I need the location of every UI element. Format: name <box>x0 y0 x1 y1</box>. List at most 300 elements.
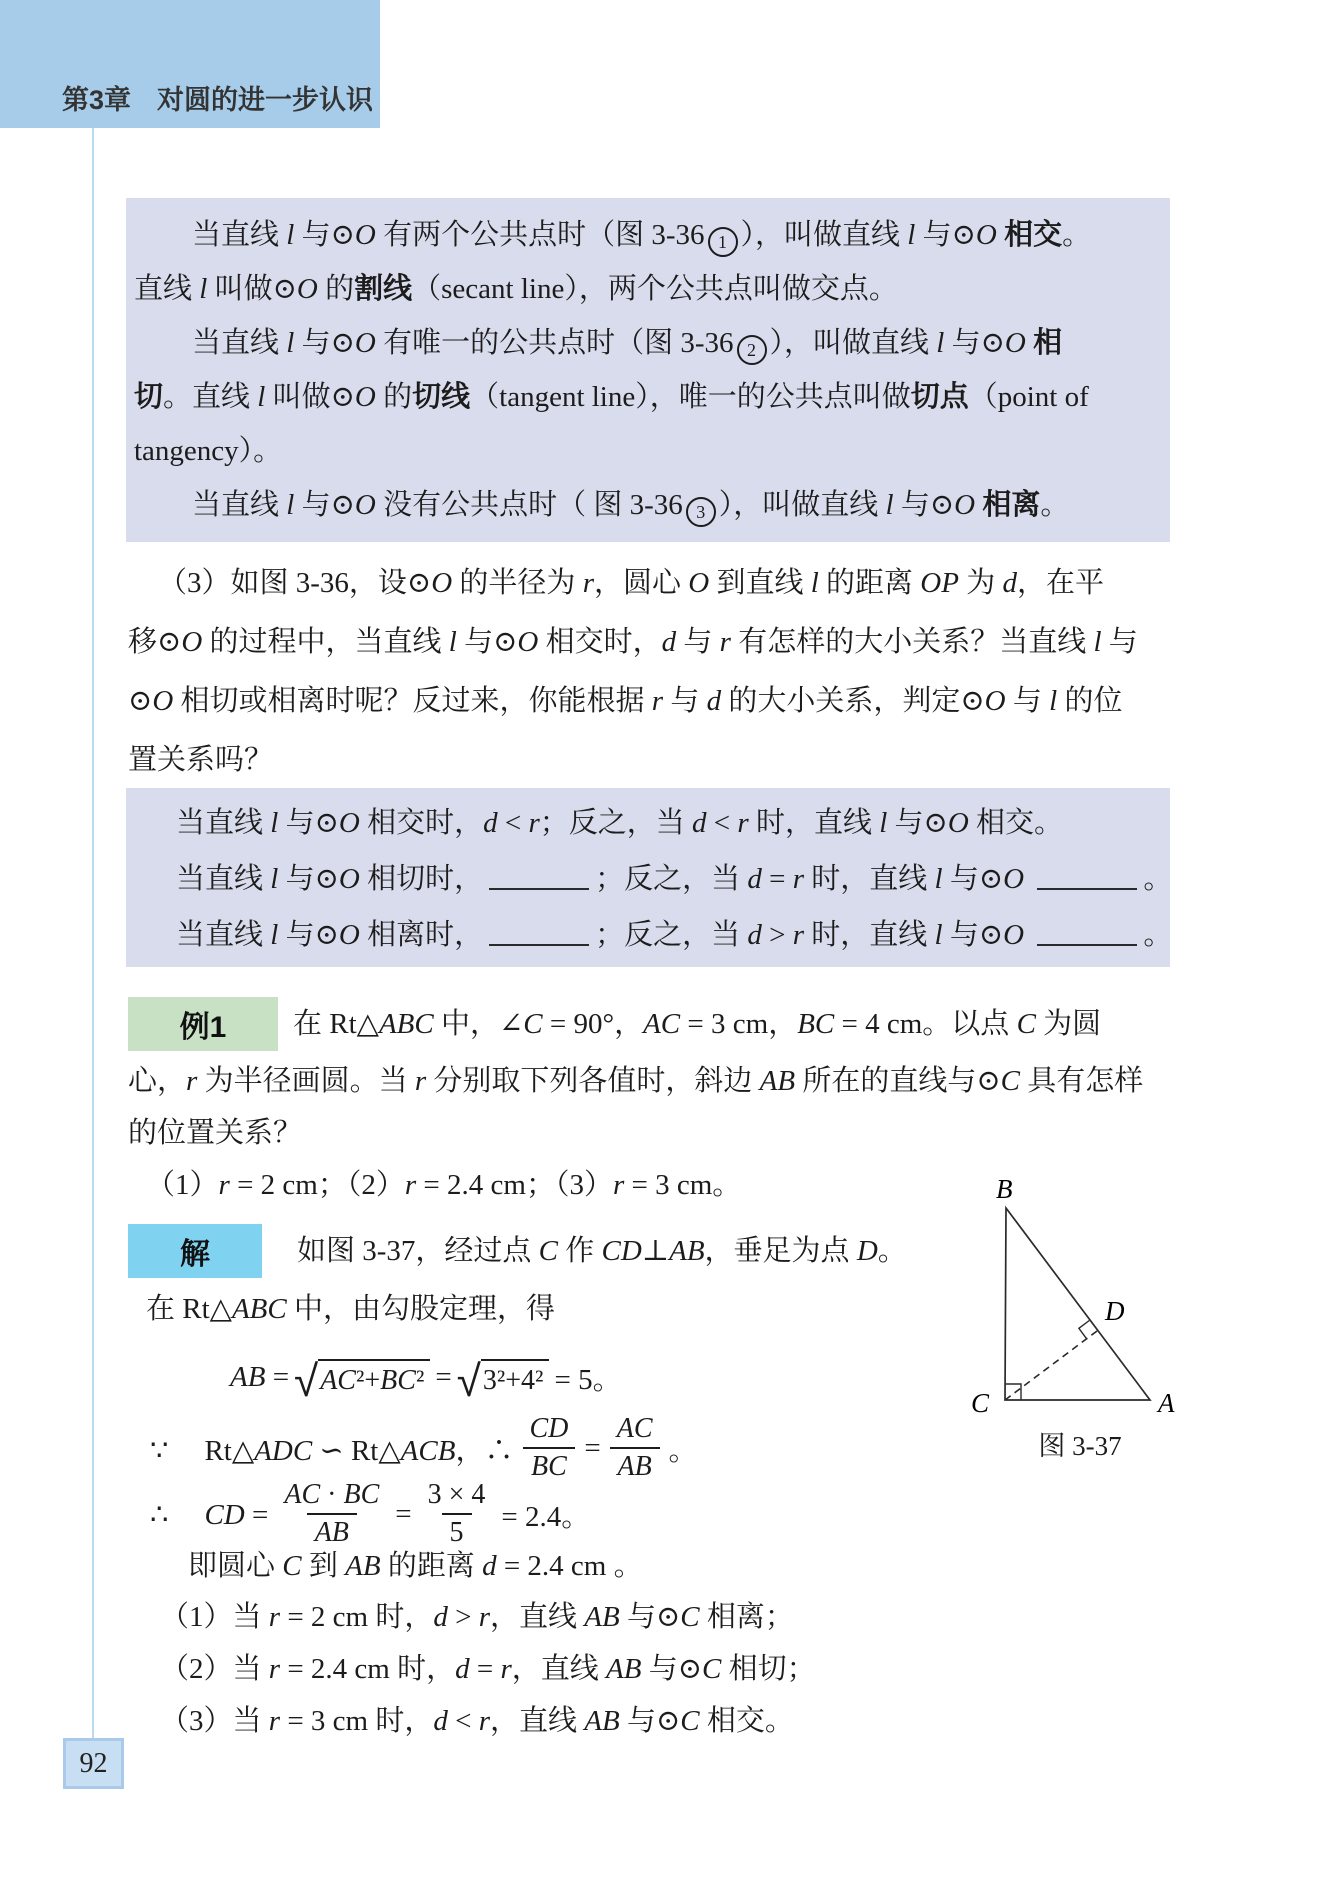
text-segment: < <box>706 807 738 839</box>
example1-line <box>293 997 1101 1051</box>
formula-ab <box>230 1346 622 1408</box>
text-segment: （tangent line），唯一的公共点叫做 <box>470 381 911 413</box>
text-segment: ²+ <box>355 1364 381 1396</box>
text-segment: O <box>354 327 376 359</box>
definition-line <box>134 370 1162 424</box>
text-segment: 为 <box>958 567 1003 599</box>
text-segment <box>1024 919 1031 951</box>
text-segment: C <box>538 1235 559 1267</box>
text-segment: O <box>338 863 360 895</box>
text-segment: O <box>984 685 1006 717</box>
text-segment: AB <box>669 1235 705 1267</box>
text-segment: 。 <box>1143 919 1173 951</box>
text-segment: 相离 <box>982 489 1041 521</box>
text-segment: 。直线 <box>163 381 258 413</box>
text-segment: l <box>286 489 295 521</box>
blank-underline <box>489 934 589 946</box>
text-segment: （2）当 <box>160 1653 269 1685</box>
similar-prefix <box>150 1428 513 1469</box>
text-segment: r <box>737 807 749 839</box>
text-segment: 具有怎样 <box>1019 1065 1144 1097</box>
text-segment: ；反之，当 <box>595 919 748 951</box>
text-segment: = 2 cm；（2） <box>229 1169 405 1201</box>
blank-underline <box>489 878 589 890</box>
text-segment: 与⊙ <box>294 219 355 251</box>
text-segment: 的距离 <box>818 567 921 599</box>
cd-prefix <box>150 1497 268 1532</box>
text-segment: O <box>954 489 976 521</box>
example1-values-line <box>146 1158 741 1212</box>
text-segment: r <box>612 1169 625 1201</box>
text-segment: 与⊙ <box>278 863 339 895</box>
text-segment: CD <box>204 1498 245 1531</box>
text-segment: 与⊙ <box>619 1705 681 1737</box>
text-segment: d <box>661 626 677 658</box>
text-segment: 的 <box>317 273 355 305</box>
text-segment: AB <box>759 1065 796 1097</box>
text-segment: 3²+4² <box>482 1364 544 1396</box>
text-segment: 的大小关系，判定⊙ <box>721 685 985 717</box>
text-segment: CD <box>601 1235 642 1267</box>
text-segment: ADC <box>254 1434 313 1467</box>
figure-3-37 <box>955 1160 1205 1450</box>
text-segment: 相交 <box>1004 219 1063 251</box>
text-segment: r <box>528 807 540 839</box>
text-segment: < <box>447 1705 479 1737</box>
text-segment: 。 <box>668 1434 698 1467</box>
text-segment: 与⊙ <box>915 219 976 251</box>
solution-label-badge <box>128 1224 262 1278</box>
text-segment: 分别取下列各值时，斜边 <box>426 1065 760 1097</box>
definition-line <box>134 424 1162 478</box>
definition-box <box>126 198 1170 542</box>
page-number-badge <box>63 1738 124 1789</box>
text-segment: 在 Rt△ <box>146 1293 232 1325</box>
text-segment: 与⊙ <box>942 863 1004 895</box>
question-line <box>128 731 1172 790</box>
similar-triangles-line <box>150 1410 698 1486</box>
text-segment: ，垂足为点 <box>704 1235 857 1267</box>
text-segment: 在 Rt△ <box>293 1008 379 1040</box>
text-segment: O <box>1004 327 1026 359</box>
sqrt-expression <box>294 1355 430 1407</box>
text-segment: 时，直线 <box>748 807 880 839</box>
text-segment: ，圆心 <box>593 567 689 599</box>
text-segment: 的 <box>375 381 413 413</box>
text-segment: d <box>482 1550 497 1582</box>
question-line <box>128 672 1172 731</box>
text-segment: l <box>936 327 945 359</box>
fraction-numerator <box>420 1477 494 1513</box>
text-segment: C <box>282 1550 302 1582</box>
text-segment: d <box>433 1705 448 1737</box>
text-segment: 与⊙ <box>641 1653 703 1685</box>
text-segment: = <box>244 1498 269 1531</box>
blank-underline <box>1037 878 1137 890</box>
text-segment: d <box>1002 567 1017 599</box>
chapter-title <box>62 78 373 117</box>
circled-number: 2 <box>737 335 767 365</box>
text-segment: 为圆 <box>1035 1008 1102 1040</box>
dashed-altitude-cd <box>1005 1331 1097 1400</box>
text-segment: 到 <box>301 1550 346 1582</box>
text-segment: ⊥ <box>641 1235 670 1267</box>
text-segment: d <box>747 863 762 895</box>
text-segment: O <box>296 273 318 305</box>
text-segment: 时，直线 <box>804 863 935 895</box>
text-segment: = 2.4 cm 。 <box>496 1550 643 1582</box>
text-segment: l <box>270 919 279 951</box>
text-segment: BC <box>797 1008 835 1040</box>
text-segment: ⊙ <box>128 685 153 717</box>
cd-result <box>501 1494 590 1535</box>
text-segment: = 3 cm。 <box>624 1169 742 1201</box>
text-segment: = 3 cm 时， <box>280 1705 434 1737</box>
text-segment: 作 <box>558 1235 602 1267</box>
text-segment: 相交时， <box>359 807 484 839</box>
text-segment: l <box>934 863 943 895</box>
formula-ab-result <box>554 1357 621 1398</box>
text-segment: l <box>257 381 266 413</box>
question-paragraph <box>128 554 1172 790</box>
text-segment: （secant line），两个公共点叫做交点。 <box>412 273 898 305</box>
text-segment: l <box>286 327 295 359</box>
text-segment: AC <box>643 1008 681 1040</box>
distance-line <box>188 1543 643 1589</box>
text-segment: l <box>286 219 295 251</box>
text-segment: 当直线 <box>192 327 287 359</box>
similar-suffix <box>669 1428 698 1469</box>
text-segment: 与 <box>1101 626 1138 658</box>
text-segment: > <box>761 919 793 951</box>
text-segment: ），叫做直线 <box>740 219 908 251</box>
text-segment: d <box>433 1601 448 1633</box>
text-segment: 5 <box>449 1517 464 1548</box>
fraction-numerator <box>276 1477 387 1513</box>
cd-formula-line <box>150 1476 590 1552</box>
text-segment: AB <box>230 1360 266 1393</box>
text-segment: 为半径画圆。当 <box>197 1065 415 1097</box>
example1-label: 例1 <box>179 1011 227 1044</box>
text-segment: 切点 <box>910 381 969 413</box>
text-segment: = <box>761 863 793 895</box>
text-segment: O <box>947 807 969 839</box>
text-segment: 与⊙ <box>944 327 1005 359</box>
case-line <box>160 1698 794 1744</box>
text-segment: 相离； <box>699 1601 794 1633</box>
text-segment: 叫做⊙ <box>265 381 355 413</box>
text-segment: r <box>792 863 805 895</box>
text-segment: 切线 <box>412 381 471 413</box>
text-segment: O <box>517 626 539 658</box>
text-segment: 的半径为 <box>452 567 583 599</box>
relation-box <box>126 788 1173 967</box>
text-segment: 相交。 <box>699 1705 794 1737</box>
text-segment: AB <box>606 1653 642 1685</box>
text-segment: 没有公共点时（ 图 3-36 <box>375 489 683 521</box>
text-segment: C <box>680 1705 700 1737</box>
text-segment: Rt△ <box>204 1434 255 1467</box>
text-segment: 与⊙ <box>887 807 948 839</box>
question-line <box>128 554 1172 613</box>
text-segment: ），叫做直线 <box>718 489 886 521</box>
text-segment: 与⊙ <box>893 489 955 521</box>
text-segment: l <box>885 489 894 521</box>
text-segment: 与⊙ <box>456 626 518 658</box>
text-segment: AC <box>284 1479 321 1510</box>
vertex-a-label: A <box>1158 1388 1175 1418</box>
text-segment: r <box>268 1653 281 1685</box>
text-segment: O <box>354 219 376 251</box>
sqrt-expression <box>456 1355 550 1407</box>
case-line <box>160 1594 794 1640</box>
text-segment: 当直线 <box>176 807 271 839</box>
example1-line <box>128 1106 302 1160</box>
text-segment: 的过程中，当直线 <box>202 626 449 658</box>
text-segment: （3）如图 3-36，设⊙ <box>158 567 432 599</box>
text-segment: ，直线 <box>490 1705 585 1737</box>
vertex-b-label: B <box>996 1174 1013 1204</box>
text-segment: 有怎样的大小关系？当直线 <box>730 626 1094 658</box>
text-segment: 。 <box>1040 489 1070 521</box>
text-segment: D <box>856 1235 878 1267</box>
text-segment: r <box>478 1705 491 1737</box>
text-segment: l <box>810 567 819 599</box>
text-segment: r <box>719 626 731 658</box>
text-segment: ∵ <box>150 1434 169 1467</box>
text-segment: 所在的直线与⊙ <box>795 1065 1001 1097</box>
text-segment: ，直线 <box>490 1601 585 1633</box>
text-segment: CD <box>529 1413 569 1444</box>
text-segment: AB <box>617 1451 652 1482</box>
text-segment: 相切时， <box>359 863 484 895</box>
text-segment: BC <box>380 1364 416 1396</box>
text-segment: 与⊙ <box>278 919 339 951</box>
text-segment: 如图 3-37，经过点 <box>297 1235 539 1267</box>
text-segment: l <box>1093 626 1102 658</box>
text-segment: 与⊙ <box>294 489 355 521</box>
text-segment: l <box>270 807 279 839</box>
definition-line <box>134 262 1162 316</box>
text-segment: O <box>181 626 203 658</box>
radicand <box>318 1359 430 1396</box>
text-segment: tangency）。 <box>134 435 283 467</box>
text-segment: > <box>447 1601 479 1633</box>
text-segment: = 5。 <box>554 1363 622 1396</box>
text-segment <box>1024 863 1031 895</box>
text-segment: 切 <box>134 381 164 413</box>
text-segment: C <box>1016 1008 1036 1040</box>
text-segment: · <box>320 1479 344 1510</box>
radicand <box>481 1359 550 1396</box>
text-segment: C <box>523 1008 543 1040</box>
text-segment: BC <box>343 1479 380 1510</box>
relation-line <box>134 907 1173 963</box>
text-segment: 置关系吗？ <box>128 744 274 776</box>
text-segment: l <box>907 219 916 251</box>
text-segment: 时，直线 <box>804 919 935 951</box>
text-segment: O <box>354 489 376 521</box>
text-segment: r <box>268 1601 281 1633</box>
solution-pythagoras-line <box>146 1284 555 1334</box>
text-segment: 。 <box>1062 219 1092 251</box>
text-segment: 与 <box>1005 685 1050 717</box>
text-segment: 的距离 <box>380 1550 483 1582</box>
text-segment: 直线 <box>134 273 200 305</box>
text-segment: O <box>354 381 376 413</box>
text-segment: = 2.4 cm 时， <box>280 1653 456 1685</box>
text-segment: l <box>448 626 457 658</box>
text-segment: 移⊙ <box>128 626 182 658</box>
fraction <box>420 1477 494 1551</box>
text-segment: （point of <box>968 381 1089 413</box>
text-segment: O <box>1003 919 1025 951</box>
text-segment: = <box>469 1653 501 1685</box>
text-segment: = 3 cm， <box>680 1008 798 1040</box>
relation-line <box>134 851 1173 907</box>
left-margin-rule <box>92 128 94 1738</box>
text-segment: d <box>483 807 498 839</box>
text-segment: 有唯一的公共点时（图 3-36 <box>375 327 734 359</box>
definition-line <box>134 316 1162 370</box>
text-segment: d <box>692 807 707 839</box>
text-segment: 与⊙ <box>619 1601 681 1633</box>
text-segment: r <box>582 567 594 599</box>
definition-line <box>134 208 1162 262</box>
text-segment: = 90°， <box>542 1008 644 1040</box>
text-segment: r <box>478 1601 491 1633</box>
point-d-label: D <box>1105 1296 1125 1326</box>
text-segment: l <box>270 863 279 895</box>
text-segment: C <box>1000 1065 1020 1097</box>
chapter-name: 对圆的进一步认识 <box>157 85 374 115</box>
text-segment: < <box>497 807 529 839</box>
relation-line <box>134 795 1162 851</box>
fraction-denominator <box>610 1447 660 1485</box>
text-segment: O <box>338 807 360 839</box>
blank-underline <box>1037 934 1137 946</box>
text-segment: 与⊙ <box>278 807 339 839</box>
page-number: 92 <box>79 1747 108 1779</box>
text-segment: 。 <box>877 1235 907 1267</box>
text-segment: ，直线 <box>511 1653 607 1685</box>
text-segment: AC <box>616 1413 653 1444</box>
text-segment: O <box>1003 863 1025 895</box>
radical-sign: √ <box>456 1355 481 1407</box>
definition-line <box>134 478 1162 532</box>
text-segment: 与 <box>663 685 707 717</box>
radical-sign: √ <box>294 1355 319 1407</box>
text-segment: O <box>431 567 453 599</box>
text-segment: 割线 <box>354 273 413 305</box>
text-segment: AB <box>584 1601 620 1633</box>
text-segment: 的位 <box>1057 685 1123 717</box>
text-segment: 当直线 <box>176 919 271 951</box>
solution-intro-line <box>297 1224 907 1278</box>
fraction <box>276 1477 387 1551</box>
text-segment: ACB <box>400 1434 456 1467</box>
example1-line <box>128 1054 1143 1108</box>
text-segment: 3 × 4 <box>427 1479 486 1510</box>
text-segment: 相交。 <box>968 807 1064 839</box>
circled-number: 1 <box>708 227 738 257</box>
text-segment: l <box>1049 685 1058 717</box>
text-segment: ，∴ <box>455 1434 514 1467</box>
text-segment: d <box>747 919 762 951</box>
text-segment: O <box>338 919 360 951</box>
text-segment: ABC <box>231 1293 287 1325</box>
text-segment: r <box>500 1653 512 1685</box>
example1-label-badge <box>128 997 278 1051</box>
text-segment: d <box>706 685 722 717</box>
fraction-numerator <box>521 1411 576 1447</box>
solution-label: 解 <box>180 1238 210 1271</box>
text-segment: 中，由勾股定理，得 <box>286 1293 555 1325</box>
text-segment: 当直线 <box>192 489 287 521</box>
text-segment: 与⊙ <box>294 327 355 359</box>
text-segment: BC <box>531 1451 567 1482</box>
text-segment: 心， <box>128 1065 187 1097</box>
text-segment: O <box>688 567 710 599</box>
text-segment: r <box>268 1705 281 1737</box>
text-segment: AB <box>584 1705 620 1737</box>
text-segment: ；反之，当 <box>539 807 693 839</box>
text-segment: 相切； <box>721 1653 816 1685</box>
text-segment: ；反之，当 <box>595 863 748 895</box>
text-segment: r <box>186 1065 198 1097</box>
text-segment: ² <box>415 1364 425 1396</box>
figure-caption: 图 3-37 <box>1038 1431 1122 1461</box>
formula-ab-lhs <box>230 1361 289 1394</box>
text-segment: （3）当 <box>160 1705 269 1737</box>
text-segment: = 2.4。 <box>501 1500 591 1533</box>
text-segment: OP <box>920 567 959 599</box>
text-segment: AB <box>314 1517 349 1548</box>
text-segment: 的位置关系？ <box>128 1117 303 1149</box>
text-segment: 。 <box>1143 863 1173 895</box>
text-segment: 有两个公共点时（图 3-36 <box>375 219 705 251</box>
text-segment: = <box>265 1360 290 1393</box>
text-segment: l <box>199 273 208 305</box>
text-segment: 即圆心 <box>188 1550 283 1582</box>
text-segment: AC <box>320 1364 356 1396</box>
text-segment: ∴ <box>150 1498 169 1531</box>
text-segment: l <box>879 807 888 839</box>
text-segment: = 2 cm 时， <box>280 1601 434 1633</box>
text-segment: = 4 cm。以点 <box>834 1008 1017 1040</box>
text-segment: 相交时， <box>538 626 662 658</box>
text-segment: C <box>680 1601 700 1633</box>
circled-number: 3 <box>686 497 716 527</box>
text-segment: 中，∠ <box>433 1008 524 1040</box>
text-segment: 与⊙ <box>942 919 1004 951</box>
chapter-number: 第3章 <box>62 85 132 115</box>
text-segment: = <box>395 1497 412 1530</box>
text-segment: ，在平 <box>1016 567 1104 599</box>
text-segment: r <box>792 919 805 951</box>
text-segment: O <box>975 219 997 251</box>
right-triangle <box>1005 1208 1150 1400</box>
text-segment: ∽ Rt△ <box>312 1434 401 1467</box>
text-segment: 当直线 <box>192 219 287 251</box>
text-segment: ），叫做直线 <box>769 327 937 359</box>
text-segment: = 2.4 cm；（3） <box>416 1169 613 1201</box>
text-segment: r <box>414 1065 427 1097</box>
text-segment: O <box>152 685 174 717</box>
equals-sign <box>584 1432 600 1465</box>
text-segment: 与 <box>676 626 720 658</box>
question-line <box>128 613 1172 672</box>
